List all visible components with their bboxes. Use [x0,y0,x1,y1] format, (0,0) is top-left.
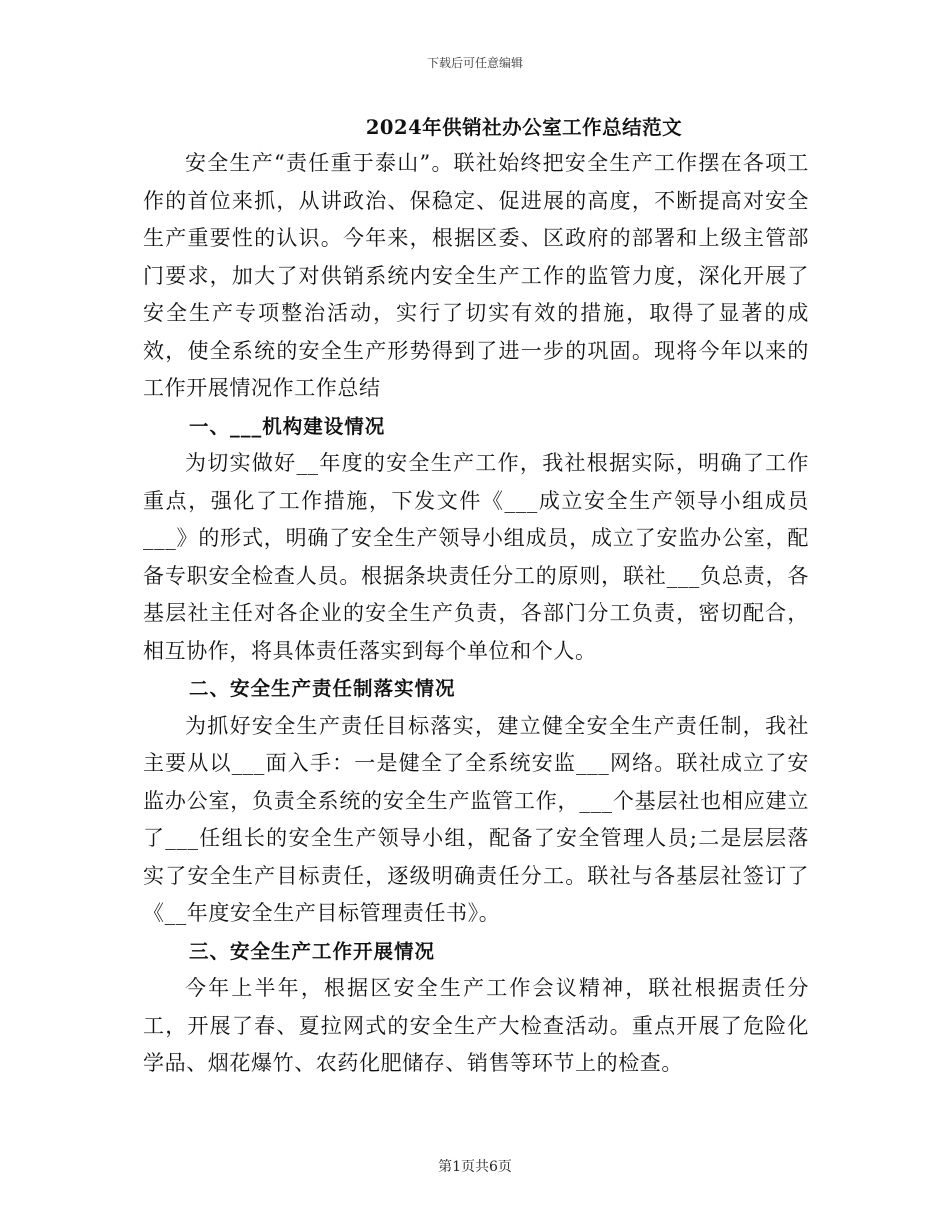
section-heading-2: 二、安全生产责任制落实情况 [189,677,456,700]
page-number: 第1页共6页 [438,1159,512,1175]
section-paragraph-2: 为抓好安全生产责任目标落实，建立健全安全生产责任制，我社主要从以___面入手：一是健全了全系统安监___网络。联社成立了安监办公室，负责全系统的安全生产监管工作，___个基层社也相应建立了___任组长的安全生产领导小组，配备了安全管理人员;二是层层落实了安全生产目标责任，逐级明确责任分工。联社与各基层社签订了《__年度安全生产目标管理责任书》。 [143,713,809,925]
section-paragraph-3: 今年上半年，根据区安全生产工作会议精神，联社根据责任分工，开展了春、夏拉网式的安全生产大检查活动。重点开展了危险化学品、烟花爆竹、农药化肥储存、销售等环节上的检查。 [143,976,809,1075]
intro-paragraph: 安全生产“责任重于泰山”。联社始终把安全生产工作摆在各项工作的首位来抓，从讲政治、保稳定、促进展的高度，不断提高对安全生产重要性的认识。今年来，根据区委、区政府的部署和上级主管部门要求，加大了对供销系统内安全生产工作的监管力度，深化开展了安全生产专项整治活动，实行了切实有效的措施，取得了显著的成效，使全系统的安全生产形势得到了进一步的巩固。现将今年以来的工作开展情况作工作总结 [143,151,809,400]
page-header-note: 下载后可任意编辑 [426,56,523,70]
section-heading-1: 一、___机构建设情况 [189,414,386,438]
document-title: 2024年供销社办公室工作总结范文 [365,116,683,139]
section-heading-3: 三、安全生产工作开展情况 [189,939,436,963]
document-body [143,113,809,1083]
section-paragraph-1: 为切实做好__年度的安全生产工作，我社根据实际，明确了工作重点，强化了工作措施，下发文件《___成立安全生产领导小组成员___》的形式，明确了安全生产领导小组成员，成立了安监办公室，配备专职安全检查人员。根据条块责任分工的原则，联社___负总责，各基层社主任对各企业的安全生产负责，各部门分工负责，密切配合，相互协作，将具体责任落实到每个单位和个人。 [143,451,809,663]
